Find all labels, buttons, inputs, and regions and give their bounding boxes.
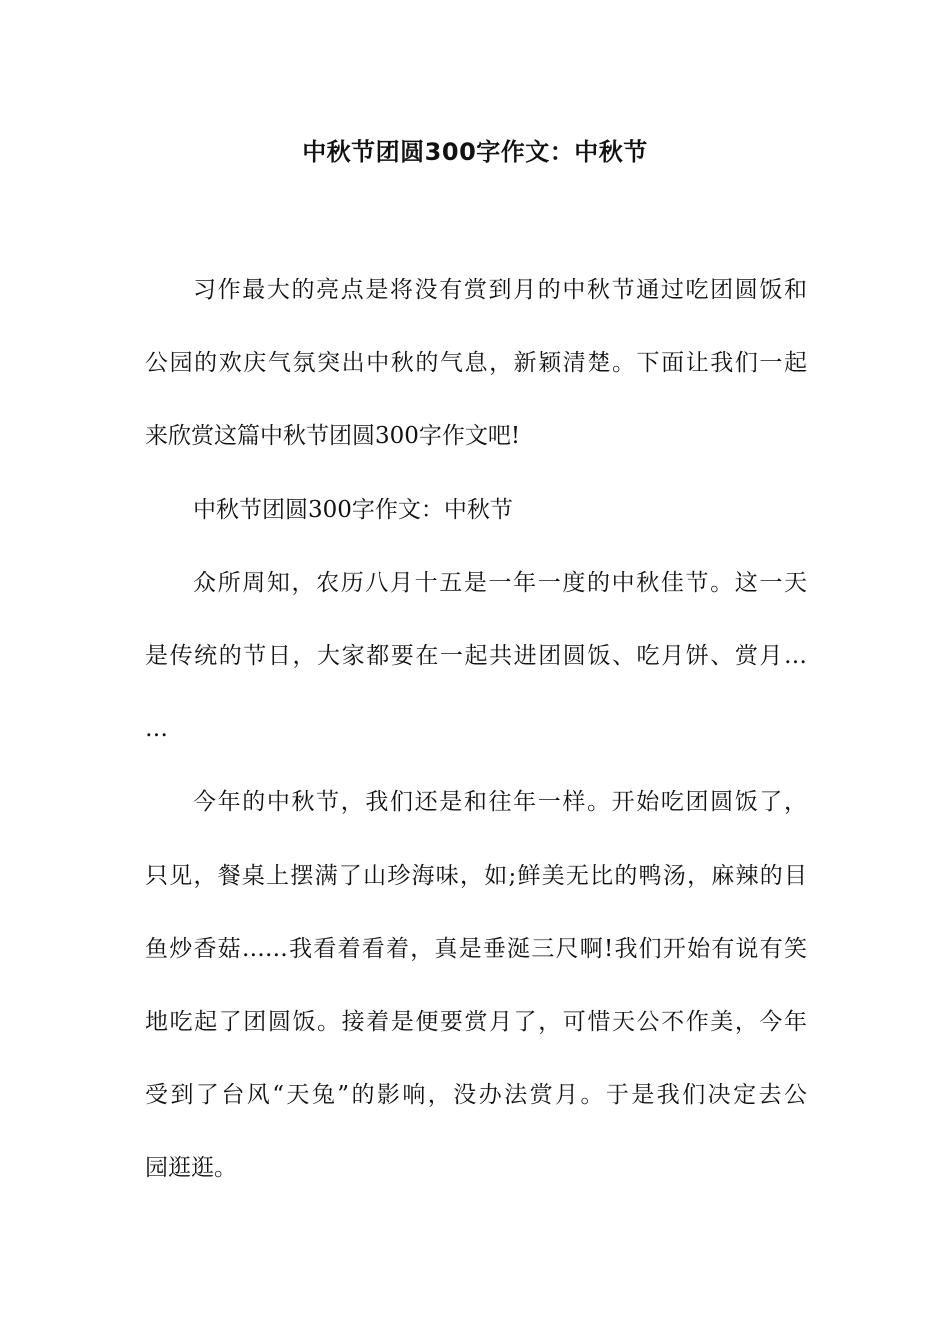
document-body [145, 254, 807, 1205]
paragraph-line: 众所周知，农历八月十五是一年一度的中秋佳节。这一天 [193, 569, 807, 596]
paragraph-line: … [145, 716, 168, 743]
paragraph-line: 今年的中秋节，我们还是和往年一样。开始吃团圆饭了， [193, 789, 807, 816]
paragraph-line: 鱼炒香菇……我看着看着，真是垂涎三尺啊!我们开始有说有笑 [145, 935, 807, 962]
paragraph-line: 受到了台风“天兔”的影响，没办法赏月。于是我们决定去公 [145, 1082, 807, 1109]
document-title: 中秋节团圆300字作文：中秋节 [302, 138, 648, 166]
paragraph-line: 园逛逛。 [145, 1155, 237, 1182]
paragraph-line: 习作最大的亮点是将没有赏到月的中秋节通过吃团圆饭和 [193, 277, 807, 303]
subheading-line: 中秋节团圆300字作文：中秋节 [193, 496, 513, 523]
paragraph-line: 是传统的节日，大家都要在一起共进团圆饭、吃月饼、赏月… [145, 642, 807, 669]
paragraph-line: 地吃起了团圆饭。接着是便要赏月了，可惜天公不作美，今年 [145, 1008, 807, 1035]
paragraph-line: 来欣赏这篇中秋节团圆300字作文吧! [145, 423, 521, 450]
paragraph-line: 公园的欢庆气氛突出中秋的气息，新颖清楚。下面让我们一起 [145, 350, 807, 377]
paragraph-line: 只见，餐桌上摆满了山珍海味，如;鲜美无比的鸭汤，麻辣的目 [145, 862, 807, 889]
